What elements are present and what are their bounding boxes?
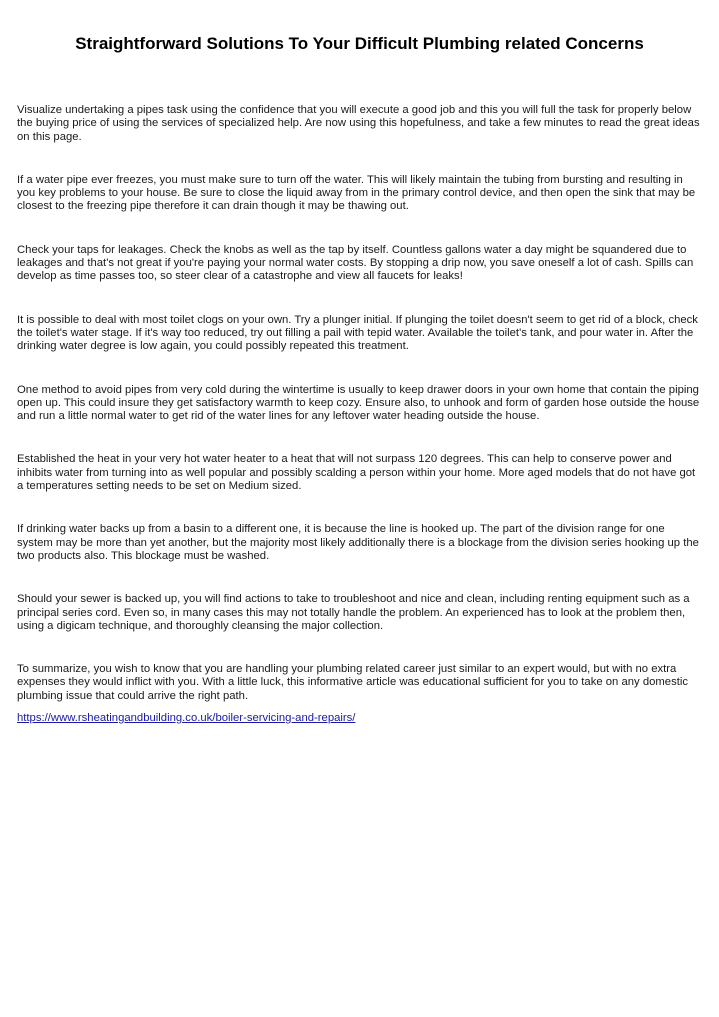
paragraph-9: To summarize, you wish to know that you are handling your plumbing related career just similar to an expert would, but with no extra expenses they would inflict with you. With a little luck, this informative article was educational sufficient for you to take on any domestic plumbing issue that could arrive the right path. [17,663,689,702]
reference-link[interactable]: https://www.rsheatingandbuilding.co.uk/boiler-servicing-and-repairs/ [17,712,356,724]
paragraph-8: Should your sewer is backed up, you will find actions to take to troubleshoot and nice and clean, including renting equipment such as a principal series cord. Even so, in many cases this may not totally handle the problem. An experienced has to look at the problem then, using a digicam technique, and thoroughly cleansing the major collection. [17,593,690,632]
paragraph-1: Visualize undertaking a pipes task using the confidence that you will execute a good job and this you will full the task for properly below the buying price of using the services of specialized help. Are now using this hopefulness, and take a few minutes to read the great ideas on this page. [17,104,700,143]
article-body [17,104,700,733]
paragraph-4: It is possible to deal with most toilet clogs on your own. Try a plunger initial. If plunging the toilet doesn't seem to get rid of a block, check the toilet's water stage. If it's way too reduced, try out filling a pail with tepid water. Available the toilet's tank, and pour water in. After the drinking water degree is low again, you could possibly repeated this treatment. [17,313,698,353]
page-title: Straightforward Solutions To Your Difficult Plumbing related Concerns [75,34,644,53]
paragraph-5: One method to avoid pipes from very cold during the wintertime is usually to keep drawer doors in your own home that contain the piping open up. This could insure they get satisfactory warmth to keep cozy. Ensure also, to unhook and form of garden hose outside the house and run a little normal water to get rid of the water lines for any leftover water heading outside the house. [17,383,700,423]
paragraph-6: Established the heat in your very hot water heater to a heat that will not surpass 120 degrees. This can help to conserve power and inhibits water from turning into as well popular and possibly scalding a person within your home. More aged models that do not have got a temperatures setting needs to be set on Medium sized. [17,453,696,493]
paragraph-3: Check your taps for leakages. Check the knobs as well as the tap by itself. Countless gallons water a day might be squandered due to leakages and that's not great if you're paying your normal water costs. By stopping a drip now, you save oneself a lot of cash. Spills can develop as time passes too, so steer clear of a catastrophe and view all faucets for leaks! [17,243,694,283]
paragraph-7: If drinking water backs up from a basin to a different one, it is because the line is hooked up. The part of the division range for one system may be more than yet another, but the majority most likely additionally there is a blockage from the division series hooking up the two products also. This blockage must be washed. [17,523,699,562]
paragraph-2: If a water pipe ever freezes, you must make sure to turn off the water. This will likely maintain the tubing from bursting and resulting in you key problems to your house. Be sure to close the liquid away from in the primary control device, and then open the sink that may be closest to the freezing pipe therefore it can drain though it may be thawing out. [17,173,696,213]
